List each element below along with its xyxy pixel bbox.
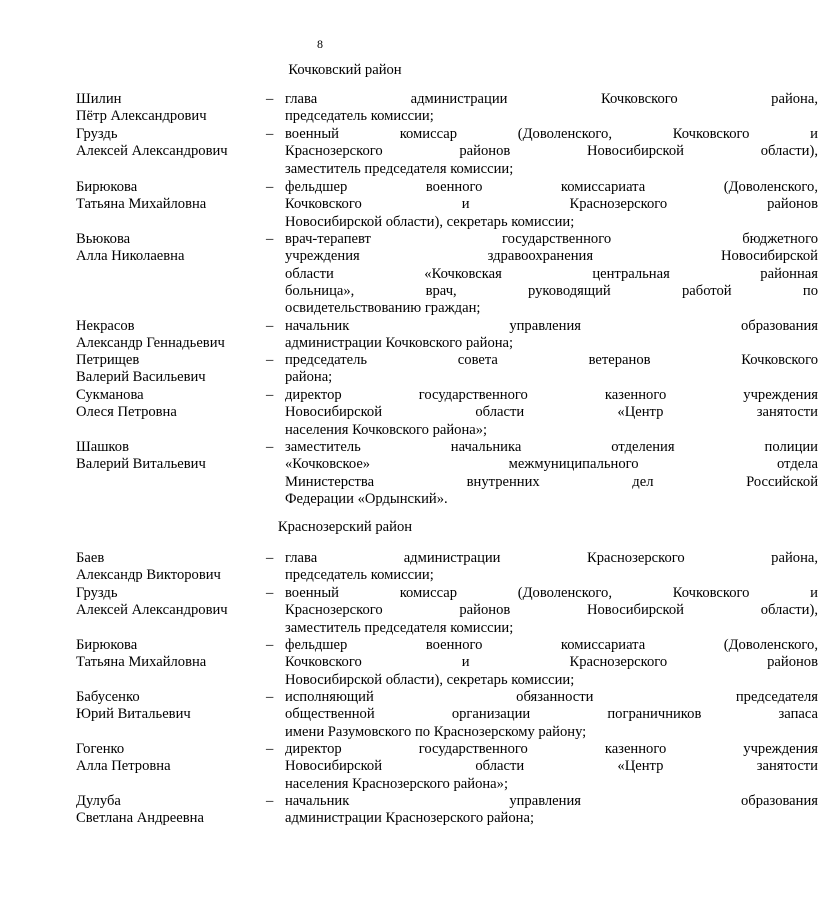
role-line: администрации Кочковского района; [285, 335, 514, 352]
role-line: Министерства внутренних дел Российской [285, 473, 818, 490]
role-line: учреждения здравоохранения Новосибирской [285, 248, 818, 265]
member-surname: Гогенко [76, 741, 125, 757]
member-name [76, 793, 266, 828]
member-name [76, 91, 266, 126]
role-line: начальник управления образования [285, 793, 818, 809]
member-name [76, 585, 266, 620]
member-name [76, 637, 266, 672]
role-line: Новосибирской области), секретарь комиссии; [285, 213, 575, 230]
member-given-names: Александр Геннадьевич [76, 335, 225, 352]
role-line: заместитель председателя комиссии; [285, 160, 514, 177]
role-line: Краснозерского районов Новосибирской области), [285, 602, 818, 619]
role-line: заместитель начальника отделения полиции [285, 439, 818, 455]
member-given-names: Татьяна Михайловна [76, 654, 207, 671]
dash-separator: – [266, 585, 274, 601]
role-line: врач-терапевт государственного бюджетного [285, 231, 818, 247]
member-role [285, 179, 818, 231]
dash-separator: – [266, 637, 274, 653]
role-line: населения Кочковского района»; [285, 421, 488, 438]
role-line: глава администрации Краснозерского района, [285, 550, 818, 566]
member-surname: Сукманова [76, 387, 144, 403]
section-title-krasnozersky: Краснозерский район [277, 519, 413, 535]
member-surname: Бабусенко [76, 689, 140, 705]
member-name [76, 439, 266, 474]
member-surname: Бирюкова [76, 637, 138, 653]
role-line: общественной организации пограничников запаса [285, 706, 818, 723]
dash-separator: – [266, 352, 274, 368]
role-line: освидетельствованию граждан; [285, 300, 481, 317]
member-surname: Петрищев [76, 352, 140, 368]
role-line: Новосибирской области «Центр занятости [285, 404, 818, 421]
dash-separator: – [266, 439, 274, 455]
member-name [76, 352, 266, 387]
member-surname: Вьюкова [76, 231, 131, 247]
member-name [76, 179, 266, 214]
member-role [285, 637, 818, 689]
member-name [76, 550, 266, 585]
role-line: председатель комиссии; [285, 108, 434, 125]
role-line: начальник управления образования [285, 318, 818, 334]
role-line: заместитель председателя комиссии; [285, 619, 514, 636]
role-line: Кочковского и Краснозерского районов [285, 196, 818, 213]
dash-separator: – [266, 550, 274, 566]
dash-separator: – [266, 387, 274, 403]
role-line: директор государственного казенного учреждения [285, 387, 818, 403]
role-line: имени Разумовского по Краснозерскому району; [285, 723, 587, 740]
member-name [76, 387, 266, 422]
dash-separator: – [266, 126, 274, 142]
member-given-names: Алексей Александрович [76, 143, 228, 160]
role-line: директор государственного казенного учреждения [285, 741, 818, 757]
member-role [285, 793, 818, 828]
role-line: администрации Краснозерского района; [285, 810, 534, 827]
member-surname: Груздь [76, 126, 118, 142]
role-line: Кочковского и Краснозерского районов [285, 654, 818, 671]
dash-separator: – [266, 793, 274, 809]
member-given-names: Татьяна Михайловна [76, 196, 207, 213]
member-surname: Дулуба [76, 793, 121, 809]
member-name [76, 741, 266, 776]
member-role [285, 318, 818, 353]
section-title-kochkovsky: Кочковский район [288, 62, 402, 78]
member-name [76, 126, 266, 161]
member-role [285, 387, 818, 439]
role-line: Новосибирской области «Центр занятости [285, 758, 818, 775]
role-line: населения Краснозерского района»; [285, 775, 509, 792]
member-given-names: Алексей Александрович [76, 602, 228, 619]
member-surname: Баев [76, 550, 105, 566]
member-surname: Бирюкова [76, 179, 138, 195]
role-line: председатель совета ветеранов Кочковского [285, 352, 818, 368]
page-number: 8 [317, 37, 323, 51]
role-line: фельдшер военного комиссариата (Доволенского, [285, 637, 818, 653]
member-surname: Груздь [76, 585, 118, 601]
member-given-names: Пётр Александрович [76, 108, 207, 125]
role-line: больница», врач, руководящий работой по [285, 282, 818, 299]
dash-separator: – [266, 741, 274, 757]
member-given-names: Валерий Витальевич [76, 456, 206, 473]
role-line: области «Кочковская центральная районная [285, 265, 818, 282]
member-role [285, 689, 818, 741]
role-line: района; [285, 369, 333, 386]
member-role [285, 126, 818, 178]
member-name [76, 318, 266, 353]
member-given-names: Валерий Васильевич [76, 369, 206, 386]
member-surname: Шашков [76, 439, 129, 455]
member-name [76, 231, 266, 266]
dash-separator: – [266, 231, 274, 247]
member-given-names: Алла Николаевна [76, 248, 185, 265]
member-given-names: Юрий Витальевич [76, 706, 191, 723]
member-surname: Шилин [76, 91, 122, 107]
role-line: фельдшер военного комиссариата (Доволенского, [285, 179, 818, 195]
role-line: военный комиссар (Доволенского, Кочковского и [285, 585, 818, 601]
dash-separator: – [266, 318, 274, 334]
role-line: Краснозерского районов Новосибирской области), [285, 143, 818, 160]
dash-separator: – [266, 689, 274, 705]
member-name [76, 689, 266, 724]
role-line: глава администрации Кочковского района, [285, 91, 818, 107]
member-role [285, 550, 818, 585]
role-line: исполняющий обязанности председателя [285, 689, 818, 705]
member-surname: Некрасов [76, 318, 135, 334]
dash-separator: – [266, 179, 274, 195]
member-given-names: Олеся Петровна [76, 404, 177, 421]
member-role [285, 91, 818, 126]
member-given-names: Алла Петровна [76, 758, 171, 775]
member-role [285, 231, 818, 317]
member-given-names: Светлана Андреевна [76, 810, 204, 827]
role-line: «Кочковское» межмуниципального отдела [285, 456, 818, 473]
role-line: Новосибирской области), секретарь комиссии; [285, 671, 575, 688]
member-role [285, 585, 818, 637]
role-line: Федерации «Ордынский». [285, 490, 448, 507]
role-line: председатель комиссии; [285, 567, 434, 584]
member-role [285, 741, 818, 793]
member-role [285, 352, 818, 387]
role-line: военный комиссар (Доволенского, Кочковского и [285, 126, 818, 142]
member-role [285, 439, 818, 508]
dash-separator: – [266, 91, 274, 107]
member-given-names: Александр Викторович [76, 567, 221, 584]
